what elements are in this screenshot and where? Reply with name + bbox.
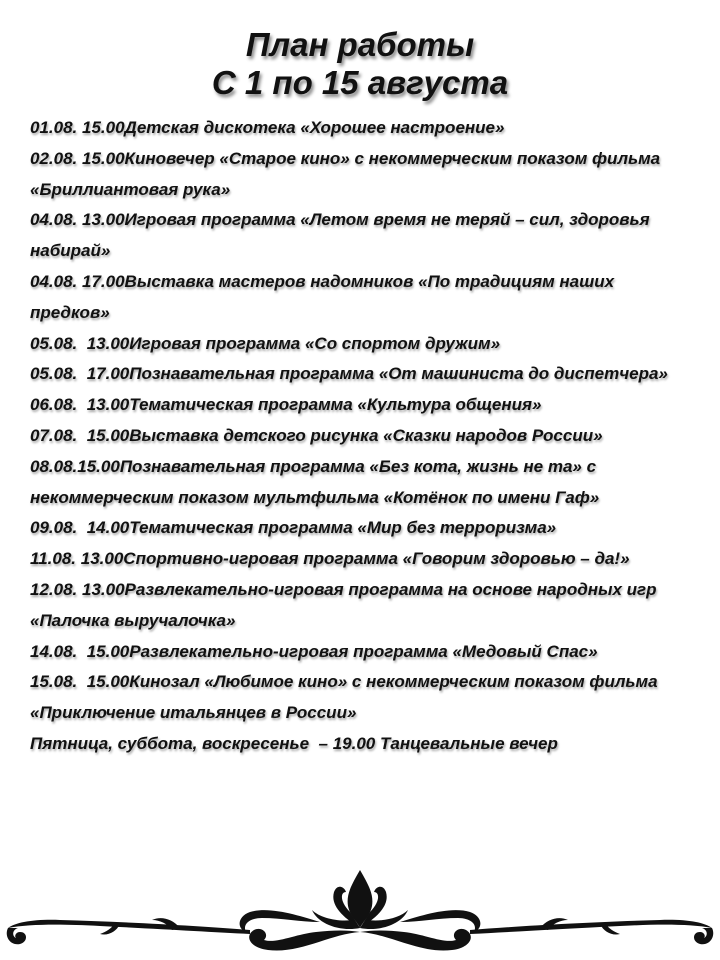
- entry-text: Игровая программа «Летом время не теряй – сил, здоровья набирай»: [30, 210, 650, 261]
- schedule-entry: [30, 329, 692, 360]
- entry-time: 15.00: [86, 425, 130, 445]
- entry-time: 15.00: [82, 118, 125, 137]
- entry-date: 15.08.: [30, 672, 78, 692]
- entry-text: Развлекательно-игровая программа «Медовый Спас»: [129, 641, 598, 661]
- page-title: [0, 26, 720, 102]
- entry-time: 15.00: [82, 148, 125, 168]
- entry-text: Киновечер «Старое кино» с некоммерческим показом фильма «Бриллиантовая рука»: [30, 148, 661, 199]
- title-line-2: С 1 по 15 августа: [211, 64, 509, 101]
- entry-date: 09.08.: [30, 518, 78, 538]
- floral-flourish-divider-icon: [0, 862, 720, 960]
- entry-time: 13.00: [80, 549, 124, 569]
- entry-text: Выставка мастеров надомников «По традициям наших предков»: [30, 271, 615, 322]
- entry-date: 06.08.: [30, 395, 78, 415]
- entry-date: 04.08.: [30, 271, 78, 291]
- entry-text: Игровая программа «Со спортом дружим»: [129, 333, 501, 353]
- entry-time: 15.00: [77, 456, 120, 476]
- schedule-entry: [30, 113, 692, 144]
- schedule-entry: [30, 637, 692, 668]
- schedule-entry: [30, 267, 692, 329]
- entry-date: 07.08.: [30, 425, 78, 445]
- schedule-entry: [30, 421, 692, 452]
- entry-text: Кинозал «Любимое кино» с некоммерческим показом фильма «Приключение итальянцев в России»: [30, 672, 658, 723]
- entry-time: 13.00: [86, 395, 130, 415]
- weekly-entry: [30, 729, 692, 760]
- title-line-1: План работы: [245, 26, 475, 63]
- schedule-entry: [30, 513, 692, 544]
- schedule-entry: [30, 575, 692, 637]
- entry-date: 08.08.: [30, 456, 78, 476]
- entry-time: 17.00: [82, 271, 125, 291]
- weekly-text: Танцевальные вечер: [380, 733, 558, 753]
- schedule-entry: [30, 452, 692, 514]
- weekly-days: Пятница, суббота, воскресенье: [30, 733, 310, 753]
- schedule-entry: [30, 667, 692, 729]
- entry-time: 15.00: [86, 641, 130, 661]
- schedule-entry: [30, 359, 692, 390]
- schedule-entry: [30, 544, 692, 575]
- entry-text: Выставка детского рисунка «Сказки народов России»: [129, 425, 603, 445]
- entry-date: 05.08.: [30, 364, 78, 384]
- weekly-time: – 19.00: [318, 733, 376, 753]
- entry-text: Развлекательно-игровая программа на основе народных игр «Палочка выручалочка»: [30, 579, 657, 630]
- entry-date: 04.08.: [30, 210, 78, 230]
- entry-date: 14.08.: [30, 641, 78, 661]
- entry-text: Познавательная программа «От машиниста до диспетчера»: [129, 364, 668, 384]
- entry-time: 13.00: [82, 579, 125, 599]
- entry-text: Спортивно-игровая программа «Говорим здоровью – да!»: [123, 549, 630, 569]
- entry-time: 17.00: [86, 364, 130, 384]
- schedule-entry: [30, 144, 692, 206]
- schedule-entry: [30, 390, 692, 421]
- entry-time: 13.00: [82, 210, 125, 230]
- entry-date: 05.08.: [30, 333, 78, 353]
- entry-text: Тематическая программа «Культура общения»: [129, 395, 542, 415]
- entry-date: 11.08.: [30, 549, 77, 569]
- entry-date: 12.08.: [30, 579, 78, 599]
- entry-time: 14.00: [86, 518, 130, 538]
- entry-date: 02.08.: [30, 148, 78, 168]
- entry-text: Детская дискотека «Хорошее настроение»: [124, 118, 505, 137]
- entry-text: Тематическая программа «Мир без терроризма»: [129, 518, 557, 538]
- entry-time: 13.00: [86, 333, 130, 353]
- entry-time: 15.00: [86, 672, 130, 692]
- schedule-list: [30, 113, 692, 760]
- entry-date: 01.08.: [30, 118, 78, 137]
- schedule-entry: [30, 205, 692, 267]
- entry-text: Познавательная программа «Без кота, жизнь не та» с некоммерческим показом мультфильма «Котёнок по имени Гаф»: [30, 456, 600, 507]
